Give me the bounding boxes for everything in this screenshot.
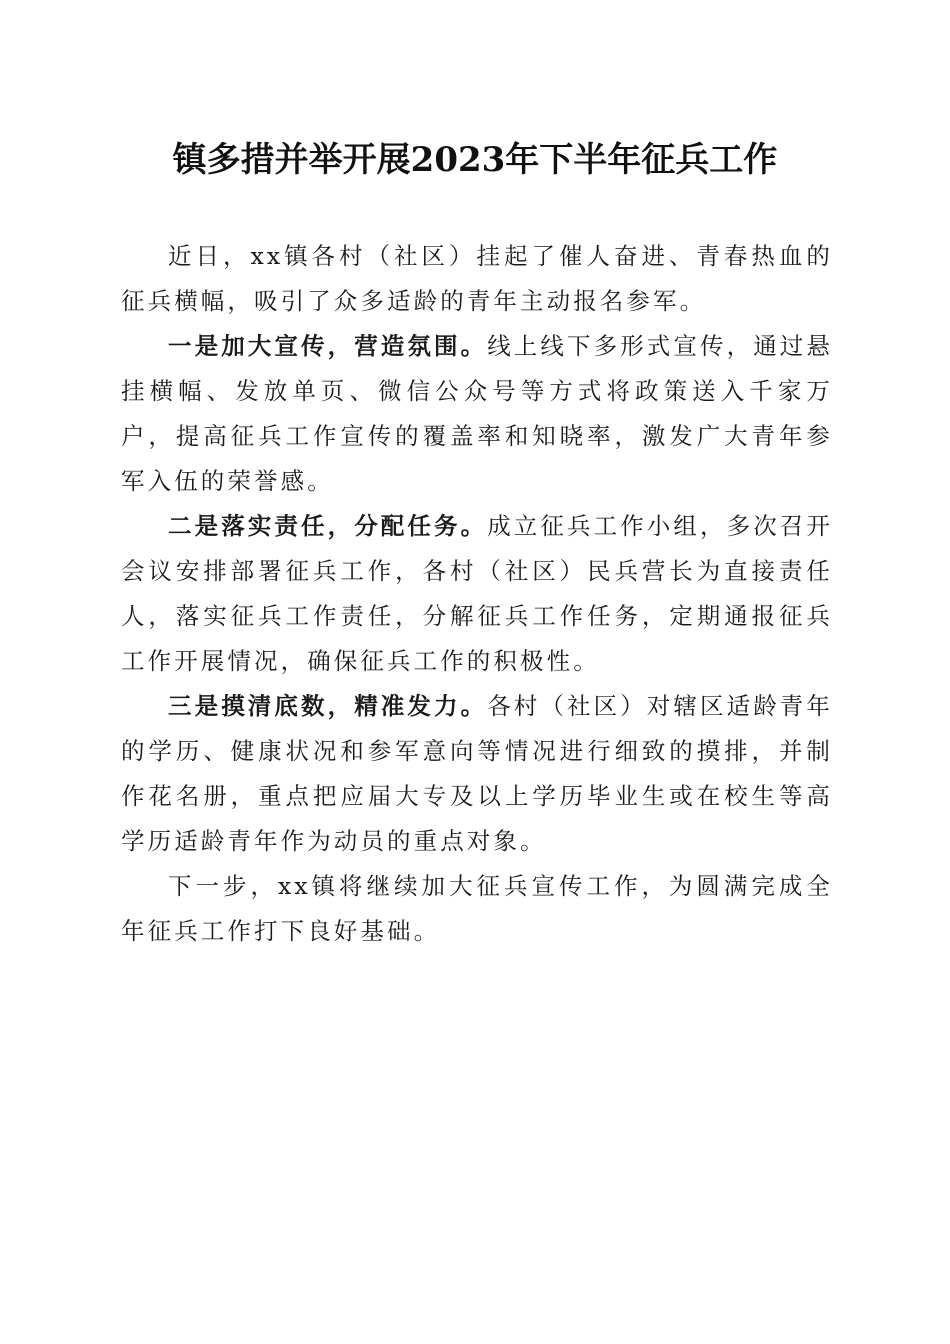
paragraph-text: 近日，xx镇各村（社区）挂起了催人奋进、青春热血的征兵横幅，吸引了众多适龄的青年主动报名参军。 (121, 242, 833, 315)
paragraph-point-two (121, 504, 833, 684)
document-body (121, 234, 833, 954)
paragraph-text: 成立征兵工作小组，多次召开会议安排部署征兵工作，各村（社区）民兵营长为直接责任人，落实征兵工作责任，分解征兵工作任务，定期通报征兵工作开展情况，确保征兵工作的积极性。 (121, 512, 834, 675)
paragraph-text: 下一步，xx镇将继续加大征兵宣传工作，为圆满完成全年征兵工作打下良好基础。 (121, 872, 833, 945)
paragraph-lead: 二是落实责任，分配任务。 (168, 512, 488, 540)
document-title: 镇多措并举开展2023年下半年征兵工作 (172, 140, 778, 180)
paragraph-conclusion (121, 864, 833, 954)
paragraph-intro (121, 234, 833, 324)
paragraph-point-three (121, 684, 833, 864)
paragraph-lead: 三是摸清底数，精准发力。 (168, 692, 488, 720)
paragraph-text: 各村（社区）对辖区适龄青年的学历、健康状况和参军意向等情况进行细致的摸排，并制作花名册，重点把应届大专及以上学历毕业生或在校生等高学历适龄青年作为动员的重点对象。 (121, 692, 834, 855)
paragraph-text: 线上线下多形式宣传，通过悬挂横幅、发放单页、微信公众号等方式将政策送入千家万户，提高征兵工作宣传的覆盖率和知晓率，激发广大青年参军入伍的荣誉感。 (121, 332, 834, 495)
paragraph-point-one (121, 324, 833, 504)
paragraph-lead: 一是加大宣传，营造氛围。 (168, 332, 488, 360)
